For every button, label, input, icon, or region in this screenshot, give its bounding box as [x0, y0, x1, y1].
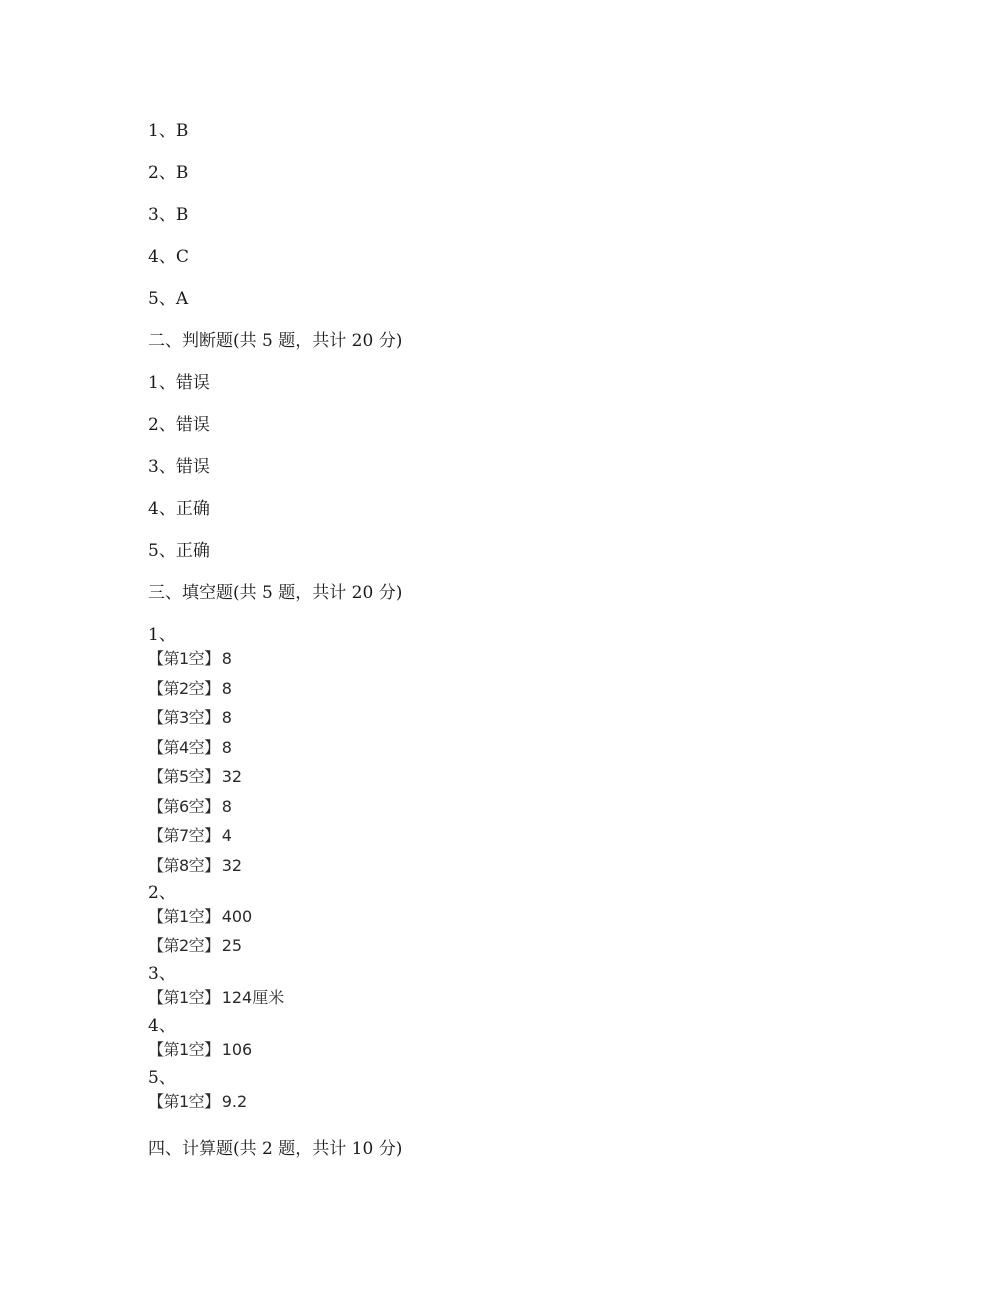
answer-number: 3、: [148, 205, 176, 225]
blank-value: 25: [221, 936, 243, 955]
answer-number: 4、: [148, 499, 176, 519]
answer-value: A: [175, 289, 189, 309]
blank-label: 【第4空】: [148, 738, 220, 757]
answer-value: 正确: [175, 541, 210, 561]
judgement-answer-4: [148, 498, 210, 520]
choice-answer-5: [148, 288, 188, 310]
blank-value: 32: [221, 767, 243, 786]
answer-value: 正确: [175, 499, 210, 519]
section-heading-fill-in: 三、填空题(共 5 题，共计 20 分): [148, 583, 403, 603]
fill-blank: [148, 648, 232, 670]
fill-blank: [148, 1091, 247, 1113]
answer-number: 1、: [148, 373, 176, 393]
fill-blank: [148, 855, 242, 877]
answer-number: 5、: [148, 289, 176, 309]
blank-value: 106: [221, 1040, 253, 1059]
answer-value: B: [175, 163, 189, 183]
answer-number: 2、: [148, 415, 176, 435]
blank-value: 400: [221, 907, 253, 926]
answer-number: 3、: [148, 457, 176, 477]
blank-value: 8: [221, 738, 232, 757]
section-heading-calculation: 四、计算题(共 2 题，共计 10 分): [148, 1139, 403, 1159]
fill-blank: [148, 825, 232, 847]
blank-label: 【第1空】: [148, 1092, 220, 1111]
blank-label: 【第3空】: [148, 708, 220, 727]
fill-blank: [148, 906, 252, 928]
fill-blank: [148, 935, 242, 957]
judgement-answer-1: [148, 372, 210, 394]
answer-value: 错误: [175, 373, 210, 393]
judgement-answer-3: [148, 456, 210, 478]
answer-value: C: [175, 247, 189, 267]
fill-blank: [148, 707, 232, 729]
judgement-answer-2: [148, 414, 210, 436]
answer-number: 2、: [148, 163, 176, 183]
fill-blank: [148, 987, 284, 1009]
blank-value: 8: [221, 679, 232, 698]
answer-value: B: [175, 205, 189, 225]
choice-answer-1: [148, 120, 188, 142]
blank-label: 【第1空】: [148, 1040, 220, 1059]
fill-question-4-number: 4、: [148, 1016, 176, 1036]
fill-blank: [148, 796, 232, 818]
choice-answer-3: [148, 204, 188, 226]
answer-value: 错误: [175, 457, 210, 477]
blank-label: 【第6空】: [148, 797, 220, 816]
blank-label: 【第1空】: [148, 988, 220, 1007]
fill-blank: [148, 678, 232, 700]
blank-value: 8: [221, 708, 232, 727]
blank-value: 8: [221, 797, 232, 816]
blank-value: 4: [221, 826, 232, 845]
fill-blank: [148, 737, 232, 759]
answer-number: 5、: [148, 541, 176, 561]
answer-value: 错误: [175, 415, 210, 435]
answer-number: 1、: [148, 121, 176, 141]
answer-page: [148, 0, 948, 1294]
blank-label: 【第8空】: [148, 856, 220, 875]
blank-value: 9.2: [221, 1092, 248, 1111]
blank-value: 8: [221, 649, 232, 668]
fill-question-1-number: 1、: [148, 625, 176, 645]
fill-blank: [148, 766, 242, 788]
blank-value: 32: [221, 856, 243, 875]
choice-answer-4: [148, 246, 189, 268]
fill-question-2-number: 2、: [148, 883, 176, 903]
choice-answer-2: [148, 162, 188, 184]
blank-label: 【第1空】: [148, 649, 220, 668]
blank-value: 124厘米: [221, 988, 285, 1007]
blank-label: 【第5空】: [148, 767, 220, 786]
blank-label: 【第1空】: [148, 907, 220, 926]
blank-label: 【第7空】: [148, 826, 220, 845]
blank-label: 【第2空】: [148, 936, 220, 955]
fill-question-5-number: 5、: [148, 1068, 176, 1088]
judgement-answer-5: [148, 540, 210, 562]
fill-blank: [148, 1039, 252, 1061]
answer-value: B: [175, 121, 189, 141]
answer-number: 4、: [148, 247, 176, 267]
blank-label: 【第2空】: [148, 679, 220, 698]
fill-question-3-number: 3、: [148, 964, 176, 984]
section-heading-judgement: 二、判断题(共 5 题，共计 20 分): [148, 331, 403, 351]
